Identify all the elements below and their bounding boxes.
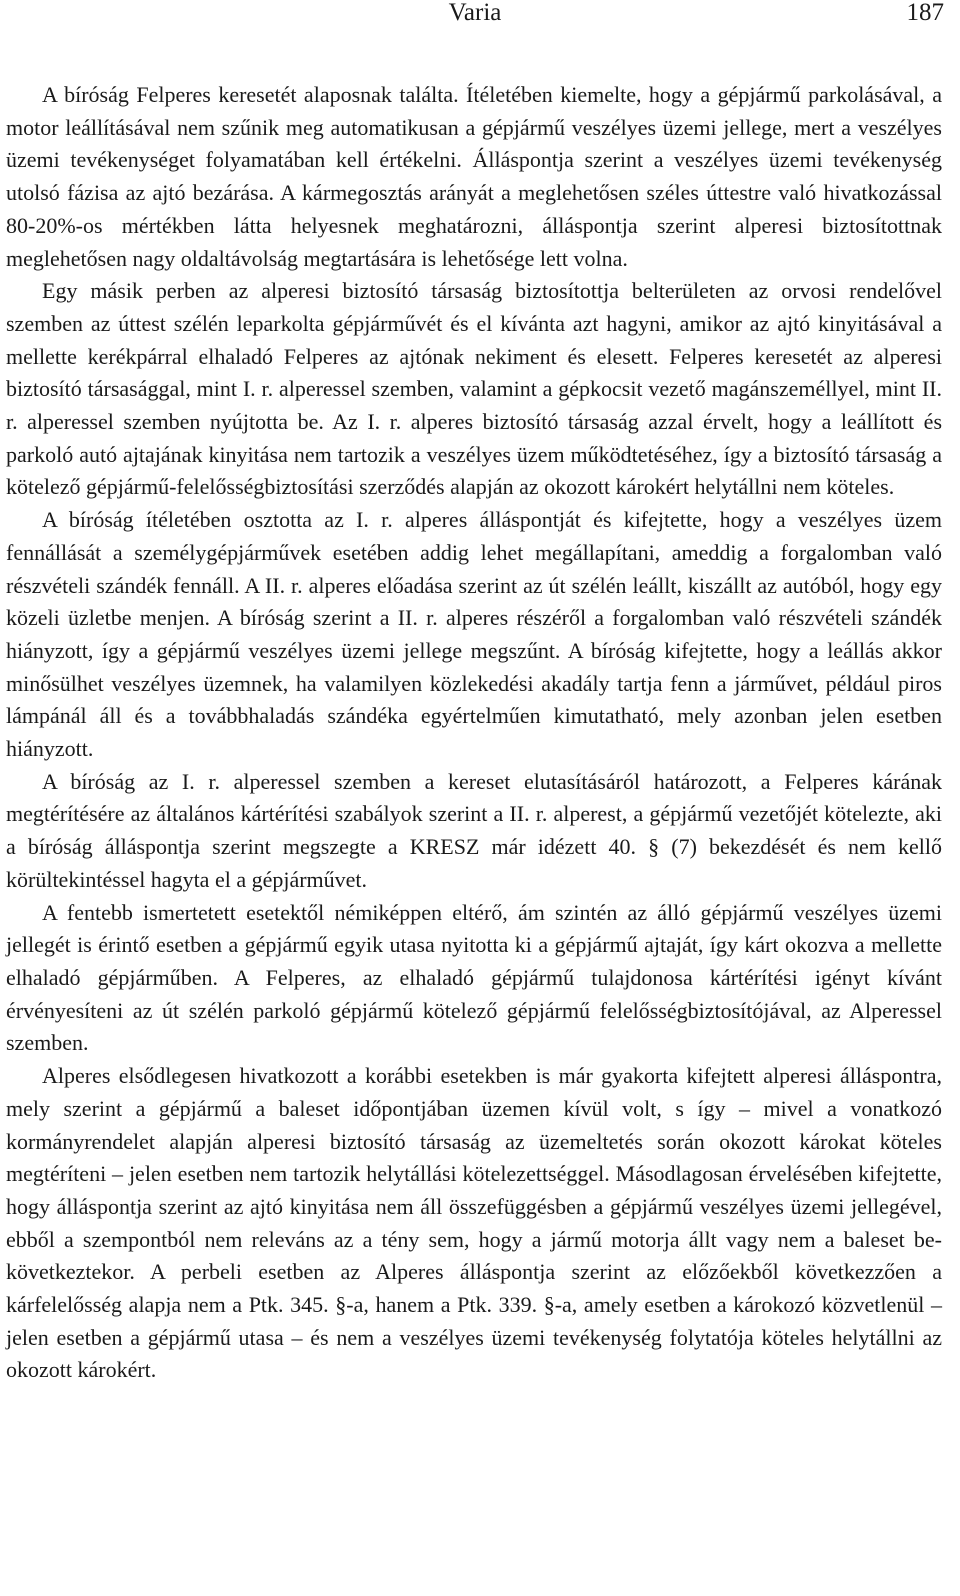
body-text	[6, 79, 942, 1387]
page-header	[6, 0, 944, 30]
paragraph: A bíróság ítéletében osztotta az I. r. alperes álláspontját és kifejtette, hogy a veszélyes üzem fennállását a személygépjárművek esetében addig lehet megállapítani, ameddig a forgalomban való részvételi szándék fennáll. A II. r. alperes előadása szerint az út szélén leállt, kiszállt az autóból, hogy egy közeli üzletbe menjen. A bíróság szerint a II. r. alperes részéről a forgalomban való részvételi szándék hiányzott, így a gépjármű veszélyes üzemi jellege megszűnt. A bíróság kifejtette, hogy a leállás akkor minősülhet veszélyes üzemnek, ha valamilyen közlekedési akadály tartja fenn a járművet, például piros lámpánál áll és a továbbhaladás szándéka egyértelműen kimutatható, mely azonban jelen esetben hiányzott.	[6, 507, 942, 762]
paragraph: Egy másik perben az alperesi biztosító társaság biztosítottja belterületen az orvosi rendelővel szemben az úttest szélén leparkolta gépjárművét és el kívánta azt hagyni, amikor az ajtó kinyitásával a mellette kerékpárral elhaladó Felperes az ajtónak nekiment és elesett. Felperes keresetét az alperesi biztosító társasággal, mint I. r. alperessel szemben, valamint a gépkocsit vezető magánszeméllyel, mint II. r. alperessel szemben nyújtotta be. Az I. r. alperes biztosító társaság azzal érvelt, hogy a leállított és parkoló autó ajtajának kinyitása nem tartozik a veszélyes üzem működtetéséhez, így a biztosító társaság a kötelező gépjármű-felelősségbiztosítási szerződés alapján az okozott károkért helytállni nem köteles.	[6, 278, 942, 500]
page-number: 187	[906, 0, 944, 26]
paragraph: A bíróság Felperes keresetét alaposnak találta. Ítéletében kiemelte, hogy a gépjármű parkolásával, a motor leállításával nem szűnik meg automatikusan a gépjármű veszélyes üzemi jellege, mert a veszélyes üzemi tevékenységet folyamatában kell értékelni. Álláspontja szerint a veszélyes üzemi tevékenység utolsó fázisa az ajtó bezárása. A kármegosztás arányát a meglehetősen széles úttestre való hivatkozással 80-20%-os mértékben látta helyesnek meghatározni, álláspontja szerint alperesi biztosítottnak meglehetősen nagy oldaltávolság megtartására is lehetősége lett volna.	[6, 82, 942, 271]
paragraph: A bíróság az I. r. alperessel szemben a kereset elutasításáról határozott, a Felperes kárának megtérítésére az általános kártérítési szabályok szerint a II. r. alperest, a gépjármű vezetőjét kötelezte, aki a bíróság álláspontja szerint megszegte a KRESZ már idézett 40. § (7) bekezdését és nem kellő körültekintéssel hagyta el a gépjárművet.	[6, 768, 942, 892]
paragraph: Alperes elsődlegesen hivatkozott a korábbi esetekben is már gyakorta kifejtett alperesi álláspontra, mely szerint a gépjármű a baleset időpontjában üzemen kívül volt, s így – mivel a vonatkozó kormányrendelet alapján alperesi biztosító társaság az üzemeltetés során okozott károkat köteles megtéríteni – jelen esetben nem tartozik helytállási kötelezettséggel. Másodlagosan érvelésében kifejtette, hogy álláspontja szerint az ajtó kinyitása nem áll összefüggésben a gépjármű veszélyes üzemi jellegével, ebből a szempontból nem releváns az a tény sem, hogy a jármű motorja állt vagy nem a baleset bekövetkeztekor. A perbeli esetben az Alperes álláspontja szerint az előzőekből következzően a kárfelelősség alapja nem a Ptk. 345. §-a, hanem a Ptk. 339. §-a, amely esetben a károkozó közvetlenül – jelen esetben a gépjármű utasa – és nem a veszélyes üzemi tevékenység folytatója köteles helytállni az okozott károkért.	[6, 1063, 942, 1383]
paragraph: A fentebb ismertetett esetektől némiképpen eltérő, ám szintén az álló gépjármű veszélyes üzemi jellegét is érintő esetben a gépjármű egyik utasa nyitotta ki a gépjármű ajtaját, így kárt okozva a mellette elhaladó gépjárműben. A Felperes, az elhaladó gépjármű tulajdonosa kártérítési igényt kívánt érvényesíteni az út szélén parkoló gépjármű kötelező gépjármű felelősségbiztosítójával, az Alperessel szemben.	[6, 899, 942, 1056]
running-title: Varia	[448, 0, 502, 26]
